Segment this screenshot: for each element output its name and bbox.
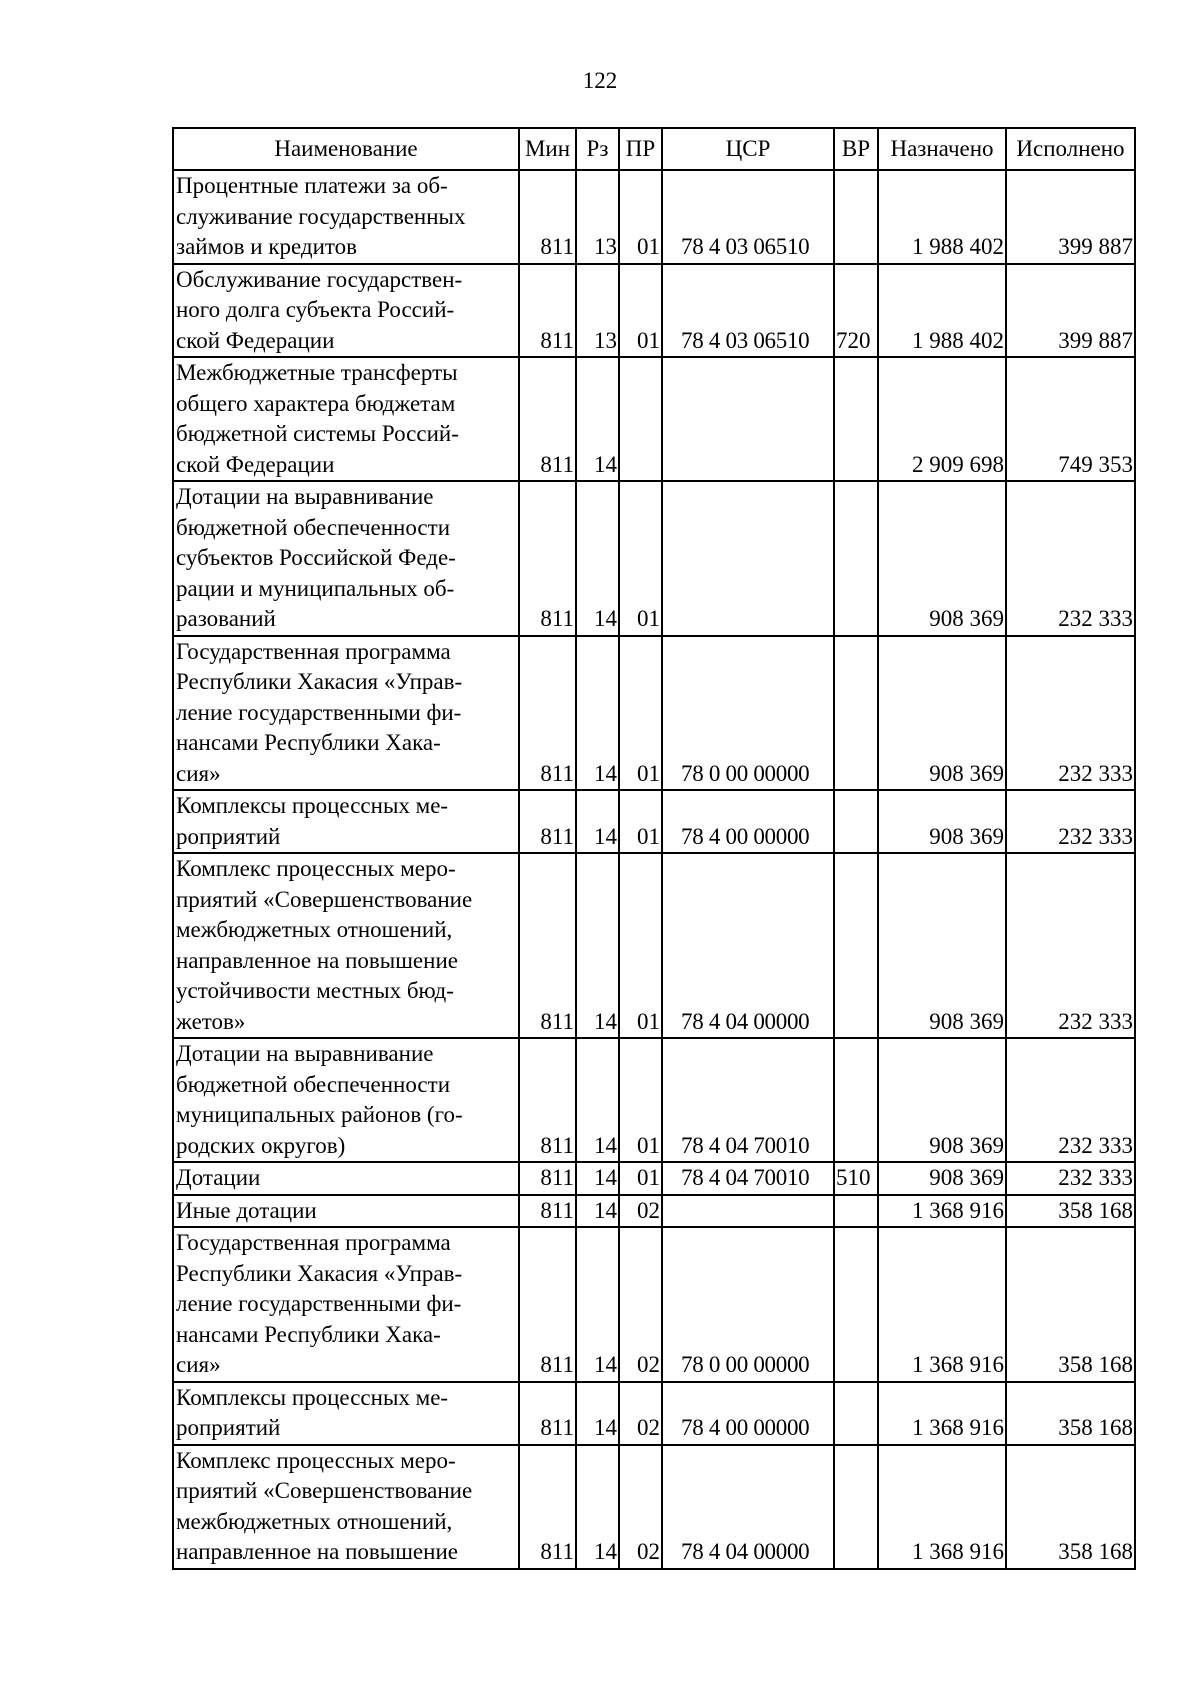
cell-assigned: 908 369 — [878, 790, 1006, 853]
table-row — [173, 1445, 1135, 1569]
table-row — [173, 264, 1135, 358]
cell-pr: 02 — [619, 1382, 662, 1445]
cell-pr: 01 — [619, 853, 662, 1038]
cell-min: 811 — [519, 1445, 576, 1569]
cell-rz: 14 — [576, 1162, 619, 1195]
cell-assigned: 1 988 402 — [878, 170, 1006, 264]
table-row — [173, 170, 1135, 264]
cell-rz: 14 — [576, 1195, 619, 1228]
page-number: 122 — [582, 68, 618, 93]
budget-table — [172, 127, 1136, 1570]
cell-csr — [662, 357, 834, 481]
cell-csr: 78 4 03 06510 — [662, 264, 834, 358]
cell-executed: 358 168 — [1006, 1227, 1135, 1382]
cell-vr — [834, 1382, 878, 1445]
cell-pr: 01 — [619, 264, 662, 358]
cell-min: 811 — [519, 357, 576, 481]
column-header-vr: ВР — [834, 128, 878, 170]
cell-min: 811 — [519, 264, 576, 358]
column-header-name: Наименование — [173, 128, 519, 170]
cell-vr: 720 — [834, 264, 878, 358]
cell-min: 811 — [519, 853, 576, 1038]
cell-csr — [662, 1195, 834, 1228]
cell-csr: 78 4 04 00000 — [662, 1445, 834, 1569]
cell-executed: 399 887 — [1006, 264, 1135, 358]
cell-vr: 510 — [834, 1162, 878, 1195]
cell-executed: 399 887 — [1006, 170, 1135, 264]
table-row — [173, 790, 1135, 853]
cell-min: 811 — [519, 790, 576, 853]
cell-vr — [834, 1195, 878, 1228]
cell-csr: 78 4 00 00000 — [662, 790, 834, 853]
cell-assigned: 908 369 — [878, 1162, 1006, 1195]
cell-name: Дотации на выравнивание бюджетной обеспеченности субъектов Российской Феде- рации и муниципальных об- разований — [173, 481, 519, 636]
cell-assigned: 1 988 402 — [878, 264, 1006, 358]
cell-executed: 232 333 — [1006, 790, 1135, 853]
cell-assigned: 908 369 — [878, 1038, 1006, 1162]
cell-executed: 232 333 — [1006, 636, 1135, 791]
table-row — [173, 481, 1135, 636]
column-header-assigned: Назначено — [878, 128, 1006, 170]
cell-executed: 358 168 — [1006, 1445, 1135, 1569]
cell-name: Дотации — [173, 1162, 519, 1195]
cell-executed: 358 168 — [1006, 1195, 1135, 1228]
cell-vr — [834, 1038, 878, 1162]
cell-csr: 78 4 04 70010 — [662, 1162, 834, 1195]
cell-min: 811 — [519, 1227, 576, 1382]
cell-assigned: 1 368 916 — [878, 1382, 1006, 1445]
cell-min: 811 — [519, 481, 576, 636]
cell-rz: 13 — [576, 170, 619, 264]
cell-pr: 01 — [619, 481, 662, 636]
cell-name: Государственная программа Республики Хакасия «Управ- ление государственными фи- нансами Республики Хака- сия» — [173, 1227, 519, 1382]
column-header-csr: ЦСР — [662, 128, 834, 170]
cell-csr: 78 0 00 00000 — [662, 636, 834, 791]
cell-assigned: 908 369 — [878, 636, 1006, 791]
cell-pr: 02 — [619, 1445, 662, 1569]
cell-vr — [834, 1445, 878, 1569]
cell-rz: 14 — [576, 1227, 619, 1382]
cell-pr — [619, 357, 662, 481]
cell-assigned: 1 368 916 — [878, 1195, 1006, 1228]
table-row — [173, 357, 1135, 481]
cell-assigned: 2 909 698 — [878, 357, 1006, 481]
cell-rz: 14 — [576, 481, 619, 636]
cell-rz: 14 — [576, 1382, 619, 1445]
cell-name: Межбюджетные трансферты общего характера бюджетам бюджетной системы Россий- ской Федерации — [173, 357, 519, 481]
table-row — [173, 1195, 1135, 1228]
cell-pr: 01 — [619, 790, 662, 853]
cell-min: 811 — [519, 1162, 576, 1195]
column-header-executed: Исполнено — [1006, 128, 1135, 170]
cell-executed: 749 353 — [1006, 357, 1135, 481]
cell-name: Обслуживание государствен- ного долга субъекта Россий- ской Федерации — [173, 264, 519, 358]
cell-rz: 14 — [576, 853, 619, 1038]
cell-vr — [834, 1227, 878, 1382]
cell-name: Процентные платежи за об- служивание государственных займов и кредитов — [173, 170, 519, 264]
cell-pr: 01 — [619, 1162, 662, 1195]
cell-rz: 14 — [576, 1038, 619, 1162]
cell-name: Иные дотации — [173, 1195, 519, 1228]
cell-executed: 232 333 — [1006, 1162, 1135, 1195]
cell-min: 811 — [519, 1195, 576, 1228]
cell-csr: 78 4 03 06510 — [662, 170, 834, 264]
cell-rz: 14 — [576, 1445, 619, 1569]
cell-pr: 02 — [619, 1227, 662, 1382]
cell-min: 811 — [519, 636, 576, 791]
cell-min: 811 — [519, 170, 576, 264]
cell-rz: 14 — [576, 790, 619, 853]
table-body — [173, 170, 1135, 1569]
cell-csr: 78 4 04 70010 — [662, 1038, 834, 1162]
cell-pr: 01 — [619, 170, 662, 264]
cell-csr: 78 4 00 00000 — [662, 1382, 834, 1445]
cell-vr — [834, 481, 878, 636]
cell-vr — [834, 357, 878, 481]
table-row — [173, 1038, 1135, 1162]
cell-csr: 78 0 00 00000 — [662, 1227, 834, 1382]
cell-vr — [834, 170, 878, 264]
cell-executed: 232 333 — [1006, 1038, 1135, 1162]
cell-name: Комплексы процессных ме- роприятий — [173, 1382, 519, 1445]
cell-name: Дотации на выравнивание бюджетной обеспеченности муниципальных районов (го- родских округов) — [173, 1038, 519, 1162]
cell-vr — [834, 636, 878, 791]
table-row — [173, 1162, 1135, 1195]
column-header-min: Мин — [519, 128, 576, 170]
cell-pr: 01 — [619, 1038, 662, 1162]
column-header-rz: Рз — [576, 128, 619, 170]
cell-csr — [662, 481, 834, 636]
cell-assigned: 908 369 — [878, 481, 1006, 636]
cell-rz: 14 — [576, 357, 619, 481]
table-row — [173, 1382, 1135, 1445]
cell-assigned: 1 368 916 — [878, 1227, 1006, 1382]
cell-rz: 14 — [576, 636, 619, 791]
cell-csr: 78 4 04 00000 — [662, 853, 834, 1038]
cell-name: Комплекс процессных меро- приятий «Совершенствование межбюджетных отношений, направленное на повышение устойчивости местных бюд- жетов» — [173, 853, 519, 1038]
cell-pr: 01 — [619, 636, 662, 791]
cell-executed: 232 333 — [1006, 481, 1135, 636]
cell-assigned: 1 368 916 — [878, 1445, 1006, 1569]
cell-executed: 358 168 — [1006, 1382, 1135, 1445]
cell-name: Комплекс процессных меро- приятий «Совершенствование межбюджетных отношений, направленное на повышение — [173, 1445, 519, 1569]
cell-executed: 232 333 — [1006, 853, 1135, 1038]
cell-pr: 02 — [619, 1195, 662, 1228]
cell-assigned: 908 369 — [878, 853, 1006, 1038]
cell-min: 811 — [519, 1382, 576, 1445]
table-header-row — [173, 128, 1135, 170]
column-header-pr: ПР — [619, 128, 662, 170]
cell-name: Государственная программа Республики Хакасия «Управ- ление государственными фи- нансами Республики Хака- сия» — [173, 636, 519, 791]
cell-name: Комплексы процессных ме- роприятий — [173, 790, 519, 853]
cell-vr — [834, 853, 878, 1038]
cell-rz: 13 — [576, 264, 619, 358]
cell-vr — [834, 790, 878, 853]
table-row — [173, 1227, 1135, 1382]
table-row — [173, 853, 1135, 1038]
cell-min: 811 — [519, 1038, 576, 1162]
table-row — [173, 636, 1135, 791]
